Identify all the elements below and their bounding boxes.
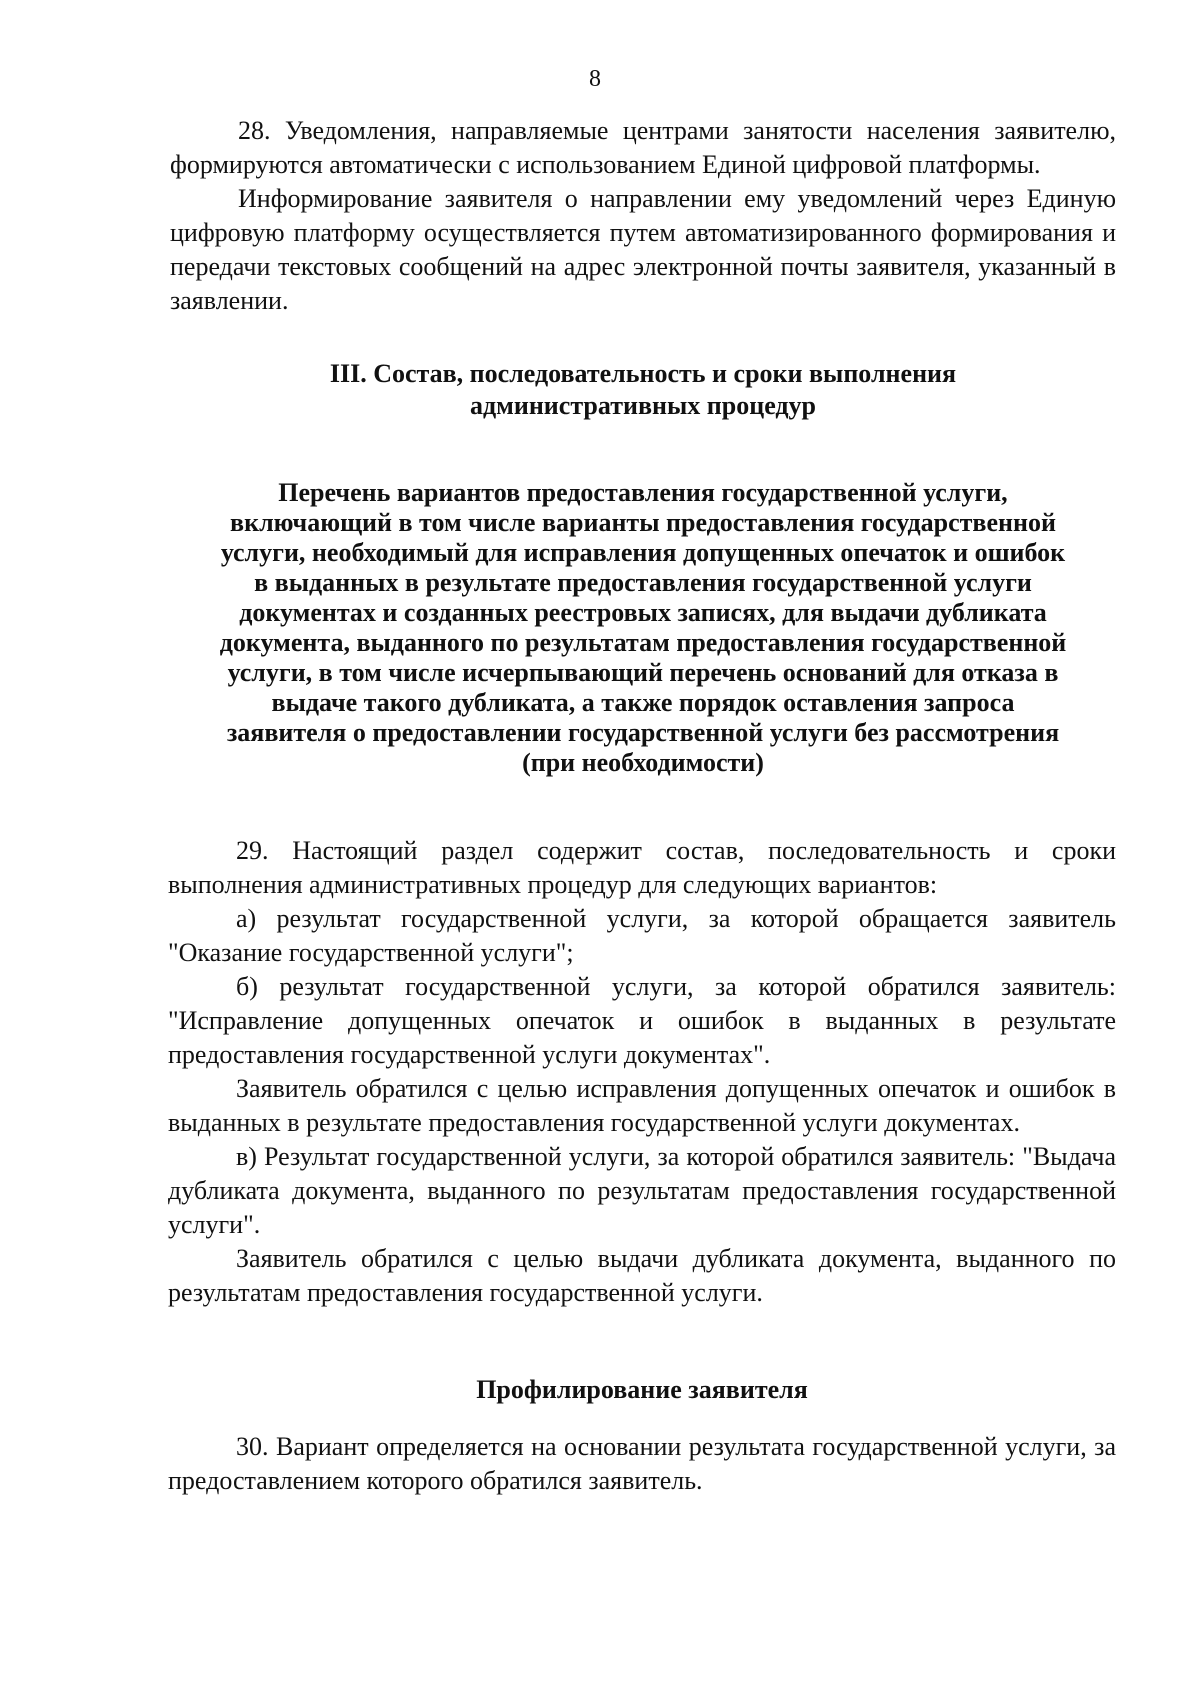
item-b-note: Заявитель обратился с целью исправления допущенных опечаток и ошибок в выданных в результате предоставления государственной услуги документах. [168,1074,1116,1137]
item-a: а) результат государственной услуги, за которой обращается заявитель "Оказание государственной услуги"; [168,904,1116,967]
section-title-line-1: III. Состав, последовательность и сроки выполнения [329,359,957,388]
paragraph-block-29 [168,834,1116,1310]
variants-heading-line: услуги, необходимый для исправления допущенных опечаток и ошибок [220,538,1066,567]
paragraph-block-30 [168,1430,1116,1498]
section-title-line-2: административных процедур [469,391,817,420]
variants-heading-line: включающий в том числе варианты предоставления государственной [230,508,1056,537]
paragraph-28: 28. Уведомления, направляемые центрами занятости населения заявителю, формируются автоматически с использованием Единой цифровой платформы. [170,116,1116,179]
item-v: в) Результат государственной услуги, за которой обратился заявитель: "Выдача дубликата документа, выданного по результатам предоставления государственной услуги". [168,1142,1116,1239]
paragraph-30: 30. Вариант определяется на основании результата государственной услуги, за предоставлением которого обратился заявитель. [168,1432,1116,1495]
item-v-note: Заявитель обратился с целью выдачи дубликата документа, выданного по результатам предоставления государственной услуги. [168,1244,1116,1307]
variants-heading [150,478,1136,778]
paragraph-29: 29. Настоящий раздел содержит состав, последовательность и сроки выполнения административных процедур для следующих вариантов: [168,836,1116,899]
section-title [170,358,1116,422]
variants-heading-line: в выданных в результате предоставления государственной услуги [254,568,1032,597]
paragraph-block-28 [170,114,1116,318]
profiling-heading: Профилирование заявителя [476,1375,808,1404]
variants-heading-line: Перечень вариантов предоставления государственной услуги, [278,478,1008,507]
paragraph-28-informing: Информирование заявителя о направлении ему уведомлений через Единую цифровую платформу осуществляется путем автоматизированного формирования и передачи текстовых сообщений на адрес электронной почты заявителя, указанный в заявлении. [170,184,1116,315]
variants-heading-line: услуги, в том числе исчерпывающий перечень оснований для отказа в [227,658,1059,687]
variants-heading-line: выдаче такого дубликата, а также порядок оставления запроса [271,688,1015,717]
variants-heading-line: заявителя о предоставлении государственной услуги без рассмотрения [226,718,1060,747]
variants-heading-line: (при необходимости) [522,748,764,777]
item-b: б) результат государственной услуги, за которой обратился заявитель: "Исправление допущенных опечаток и ошибок в выданных в результате предоставления государственной услуги документах". [168,972,1116,1069]
page-number: 8 [589,66,601,92]
variants-heading-line: документах и созданных реестровых записях, для выдачи дубликата [239,598,1047,627]
variants-heading-line: документа, выданного по результатам предоставления государственной [219,628,1067,657]
